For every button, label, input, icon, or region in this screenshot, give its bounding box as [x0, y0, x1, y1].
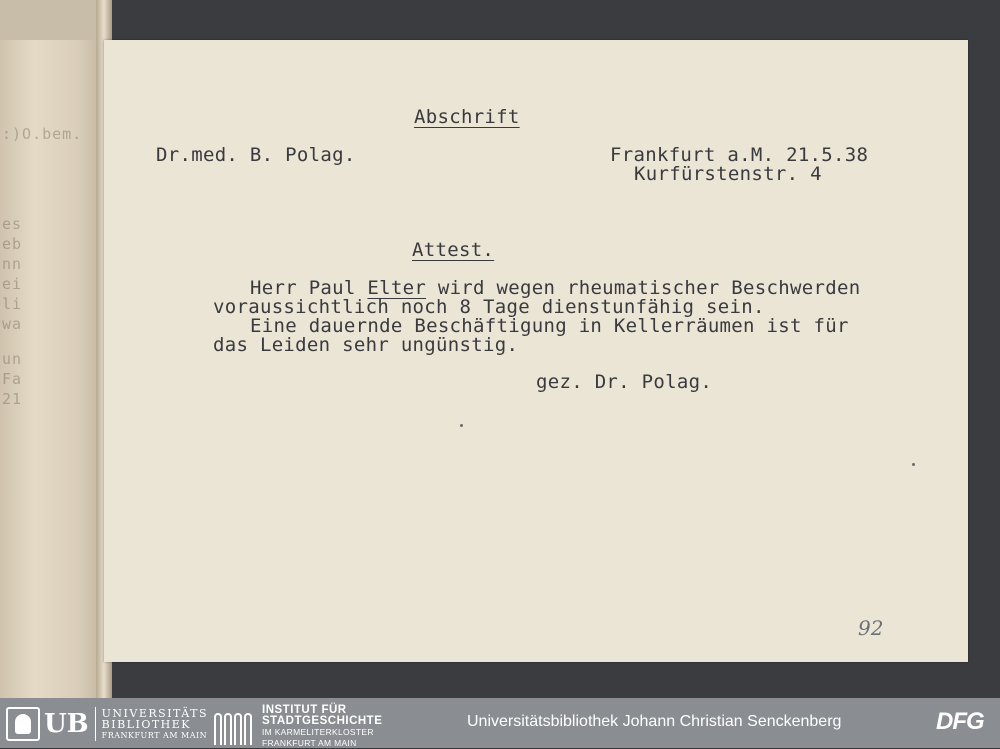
- goethe-emblem-icon: [6, 707, 40, 741]
- attest-title: Attest.: [412, 239, 495, 261]
- isg-line-4: FRANKFURT AM MAIN: [262, 738, 357, 748]
- body-line-4: das Leiden sehr ungünstig.: [213, 334, 519, 356]
- patient-name: Elter: [367, 277, 427, 299]
- body-line-2: voraussichtlich noch 8 Tage dienstunfähig sein.: [213, 296, 765, 318]
- isg-line-2: STADTGESCHICHTE: [262, 715, 383, 727]
- dfg-logo[interactable]: DFG: [936, 708, 984, 735]
- ub-wordmark: [102, 708, 208, 741]
- body-line-1-start: Herr Paul: [250, 277, 368, 299]
- sender-address: Kurfürstenstr. 4: [634, 163, 822, 185]
- logo-divider: [95, 707, 96, 741]
- bleed-through-text: un: [2, 350, 23, 368]
- page-stack-top: [0, 0, 108, 40]
- isg-logo[interactable]: [214, 705, 382, 749]
- bleed-through-text: ei: [2, 275, 23, 293]
- ub-letters: UB: [44, 709, 89, 739]
- paper-speck: [460, 424, 463, 427]
- bleed-through-text: eb: [2, 235, 23, 253]
- body-line-1-end: wird wegen rheumatischer Beschwerden: [426, 277, 861, 299]
- bleed-through-text: 21: [2, 390, 23, 408]
- bleed-through-text: nn: [2, 255, 23, 273]
- body-line-3: Eine dauernde Beschäftigung in Kellerräumen ist für: [250, 315, 849, 337]
- isg-wordmark: [262, 705, 382, 749]
- arches-icon: [214, 709, 254, 745]
- sender-name: Dr.med. B. Polag.: [156, 144, 356, 166]
- paper-speck: [912, 463, 915, 466]
- heading-abschrift: Abschrift: [414, 106, 520, 128]
- ub-line-1: UNIVERSITÄTS: [101, 706, 208, 720]
- ub-logo[interactable]: [6, 706, 208, 742]
- ub-line-2: BIBLIOTHEK: [101, 717, 192, 731]
- bleed-through-text: es: [2, 215, 23, 233]
- library-title: Universitätsbibliothek Johann Christian Senckenberg: [467, 713, 842, 730]
- bleed-through-text: wa: [2, 315, 23, 333]
- isg-line-1: INSTITUT FÜR: [262, 704, 347, 716]
- bleed-through-text: :)O.bem.: [2, 125, 83, 143]
- document-page: [104, 40, 968, 662]
- underlying-pages: [0, 0, 112, 698]
- isg-line-3: IM KARMELITERKLOSTER: [262, 727, 374, 737]
- signature: gez. Dr. Polag.: [536, 371, 713, 393]
- place-and-date: Frankfurt a.M. 21.5.38: [610, 144, 869, 166]
- bleed-through-text: Fa: [2, 370, 23, 388]
- ub-line-3: FRANKFURT AM MAIN: [101, 730, 208, 740]
- footer-bar: [0, 698, 1000, 748]
- handwritten-page-number: 92: [858, 616, 884, 640]
- bleed-through-text: li: [2, 295, 23, 313]
